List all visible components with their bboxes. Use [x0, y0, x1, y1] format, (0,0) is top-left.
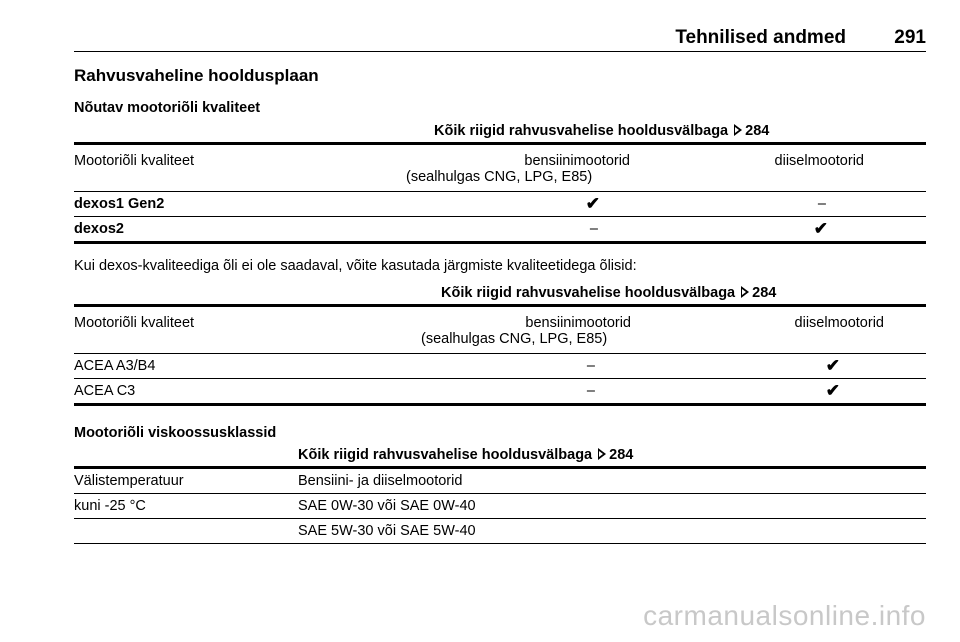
table-row	[74, 354, 926, 379]
viscosity-value: SAE 5W-30 või SAE 5W-40	[298, 519, 926, 544]
temperature-value	[74, 519, 298, 544]
manual-page	[74, 0, 926, 642]
check-icon: ✔	[630, 217, 926, 243]
oil-quality-table	[74, 120, 926, 244]
viscosity-subtitle: Mootoriõli viskoossusklassid	[74, 425, 277, 441]
table-row	[74, 519, 926, 544]
dash-mark: –	[441, 379, 631, 405]
scope-ref-link[interactable]: 284	[752, 285, 777, 301]
alt-oil-intro: Kui dexos-kvaliteediga õli ei ole saadaval, võite kasutada järgmiste kvaliteetidega õlisid:	[74, 258, 637, 274]
oil-name: dexos2	[74, 217, 434, 243]
col-diesel-header: diiselmootorid	[794, 315, 884, 331]
page-number: 291	[894, 27, 926, 48]
scope-header	[298, 444, 926, 468]
scope-text: Kõik riigid rahvusvahelise hooldusvälbaga	[298, 447, 593, 463]
scope-text: Kõik riigid rahvusvahelise hooldusvälbaga	[434, 123, 729, 139]
scope-header	[441, 282, 926, 306]
col-petrol-note: (sealhulgas CNG, LPG, E85)	[434, 169, 926, 192]
oil-quality-subtitle: Nõutav mootoriõli kvaliteet	[74, 100, 261, 116]
col-quality-header: Mootoriõli kvaliteet	[74, 315, 195, 331]
col-petrol-header: bensiinimootorid	[524, 153, 630, 169]
col-diesel-header: diiselmootorid	[774, 153, 864, 169]
check-icon: ✔	[434, 192, 630, 217]
dash-mark: –	[434, 217, 630, 243]
scope-header	[434, 120, 926, 144]
col-petrol-note: (sealhulgas CNG, LPG, E85)	[441, 331, 926, 354]
col-petrol-header: bensiinimootorid	[525, 315, 631, 331]
section-title: Rahvusvaheline hooldusplaan	[74, 66, 319, 85]
temperature-value: kuni -25 °C	[74, 494, 298, 519]
dash-mark: –	[630, 192, 926, 217]
reference-arrow-icon	[598, 448, 606, 460]
reference-arrow-icon	[734, 124, 742, 136]
alt-oil-table	[74, 282, 926, 406]
viscosity-value: SAE 0W-30 või SAE 0W-40	[298, 494, 926, 519]
scope-ref-link[interactable]: 284	[745, 123, 770, 139]
col-engines-header: Bensiini- ja diiselmootorid	[298, 468, 926, 494]
watermark: carmanualsonline.info	[643, 600, 926, 631]
chapter-title: Tehnilised andmed	[675, 27, 846, 48]
viscosity-table	[74, 444, 926, 544]
oil-name: ACEA C3	[74, 379, 441, 405]
reference-arrow-icon	[741, 286, 749, 298]
oil-name: ACEA A3/B4	[74, 354, 441, 379]
table-row	[74, 494, 926, 519]
oil-name: dexos1 Gen2	[74, 192, 434, 217]
scope-text: Kõik riigid rahvusvahelise hooldusvälbaga	[441, 285, 736, 301]
running-header	[74, 27, 926, 52]
check-icon: ✔	[631, 354, 926, 379]
table-row	[74, 379, 926, 405]
dash-mark: –	[441, 354, 631, 379]
table-row	[74, 192, 926, 217]
table-row	[74, 217, 926, 243]
col-temp-header: Välistemperatuur	[74, 468, 298, 494]
col-quality-header: Mootoriõli kvaliteet	[74, 153, 195, 169]
scope-ref-link[interactable]: 284	[609, 447, 634, 463]
check-icon: ✔	[631, 379, 926, 405]
